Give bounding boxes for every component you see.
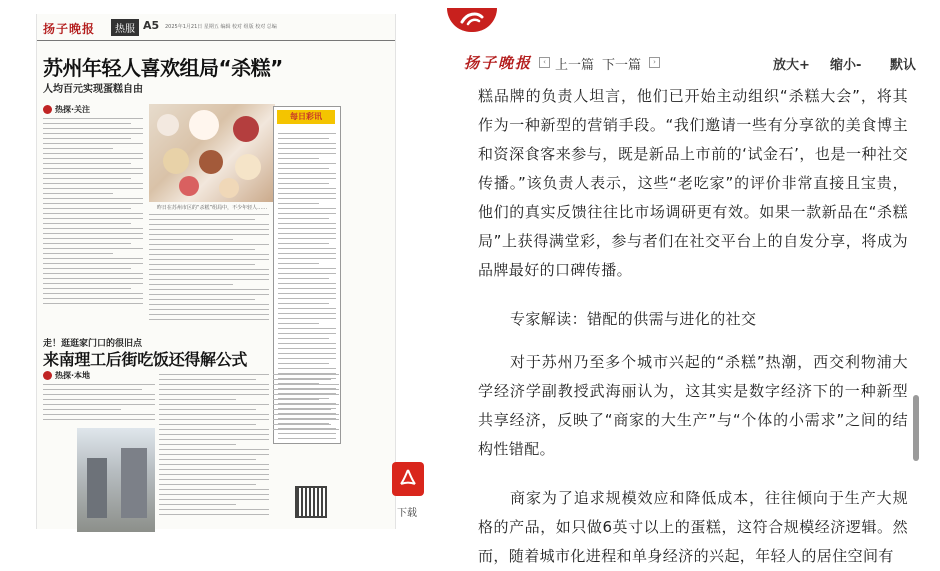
article-paragraph: 对于苏州乃至多个城市兴起的“杀糕”热潮，西交利物浦大学经济学副教授武海丽认为，这其实是数字经济下的一种新型共享经济，反映了“商家的大生产”与“个体的小需求”之间的结构性错配。 — [478, 353, 908, 458]
newspaper-masthead — [37, 14, 395, 41]
prev-article-link[interactable]: 上一篇 — [555, 58, 595, 73]
newspaper-page[interactable] — [36, 14, 396, 529]
default-size-button[interactable]: 默认 — [890, 58, 917, 73]
newspaper-quote: 走！逛逛家门口的很旧点 — [43, 339, 143, 349]
newspaper-date: 2025年1月21日 星期五 编辑 校对 组版 校对 总编 — [165, 24, 277, 30]
newspaper-page-number: A5 — [143, 19, 160, 32]
scrollbar-thumb[interactable] — [913, 395, 919, 461]
home-logo-icon[interactable] — [447, 8, 497, 32]
newspaper-headline-2: 来南理工后街吃饭还得解公式 — [43, 350, 248, 369]
next-article-link[interactable]: 下一篇 — [602, 58, 642, 73]
reader-toolbar — [447, 46, 932, 74]
newspaper-column-2 — [149, 214, 269, 332]
newspaper-column-1 — [43, 118, 143, 328]
newspaper-column-4 — [43, 384, 155, 424]
qr-code — [295, 486, 327, 518]
article-paragraph: 商家为了追求规模效应和降低成本，往往倾向于生产大规格的产品，如只做6英寸以上的蛋糕，这符合规模经济逻辑。然而，随着城市化进程和单身经济的兴起，年轻人的居住空间有 — [478, 489, 908, 565]
zoom-in-button[interactable]: 放大+ — [773, 58, 810, 73]
article-body — [478, 82, 908, 565]
reader-brand: 扬子晚报 — [464, 54, 533, 72]
newspaper-column-5 — [159, 374, 269, 524]
prev-arrow-icon[interactable]: ‹ — [539, 57, 550, 68]
newspaper-tag-focus: 热探·关注 — [43, 104, 90, 115]
newspaper-tag-local: 热探·本地 — [43, 370, 90, 381]
street-photo — [77, 428, 155, 532]
download-label[interactable]: 下载 — [397, 508, 417, 519]
article-paragraph: 糕品牌的负责人坦言，他们已开始主动组织“杀糕大会”，将其作为一种新型的营销手段。“我们邀请一些有分享欲的美食博主和资深食客来参与，既是新品上市前的‘试金石’，也是一种社交传播。”该负责人表示，这些“老吃家”的评价非常直接且宝贵，他们的真实反馈往往比市场调研更有效。如果一款新品在“杀糕局”上获得满堂彩，参与者们在社交平台上的自发分享，将成为品牌最好的口碑传播。 — [478, 87, 908, 279]
lottery-box-title: 每日彩讯 — [277, 110, 335, 124]
photo-caption: 昨日在苏州市区的“杀糕”组局中，不少年轻人…… — [156, 205, 268, 211]
zoom-out-button[interactable]: 缩小- — [830, 58, 862, 73]
pdf-download-icon[interactable] — [392, 462, 424, 496]
newspaper-column-3 — [215, 106, 269, 206]
newspaper-headline: 苏州年轻人喜欢组局“杀糕” — [43, 56, 283, 80]
article-subheading: 专家解读：错配的供需与进化的社交 — [510, 310, 757, 328]
newspaper-section-label: 热服 — [111, 19, 139, 36]
next-arrow-icon[interactable]: › — [649, 57, 660, 68]
newspaper-subheadline: 人均百元实现蛋糕自由 — [43, 84, 143, 95]
newspaper-logo: 扬子晚报 — [43, 22, 96, 36]
